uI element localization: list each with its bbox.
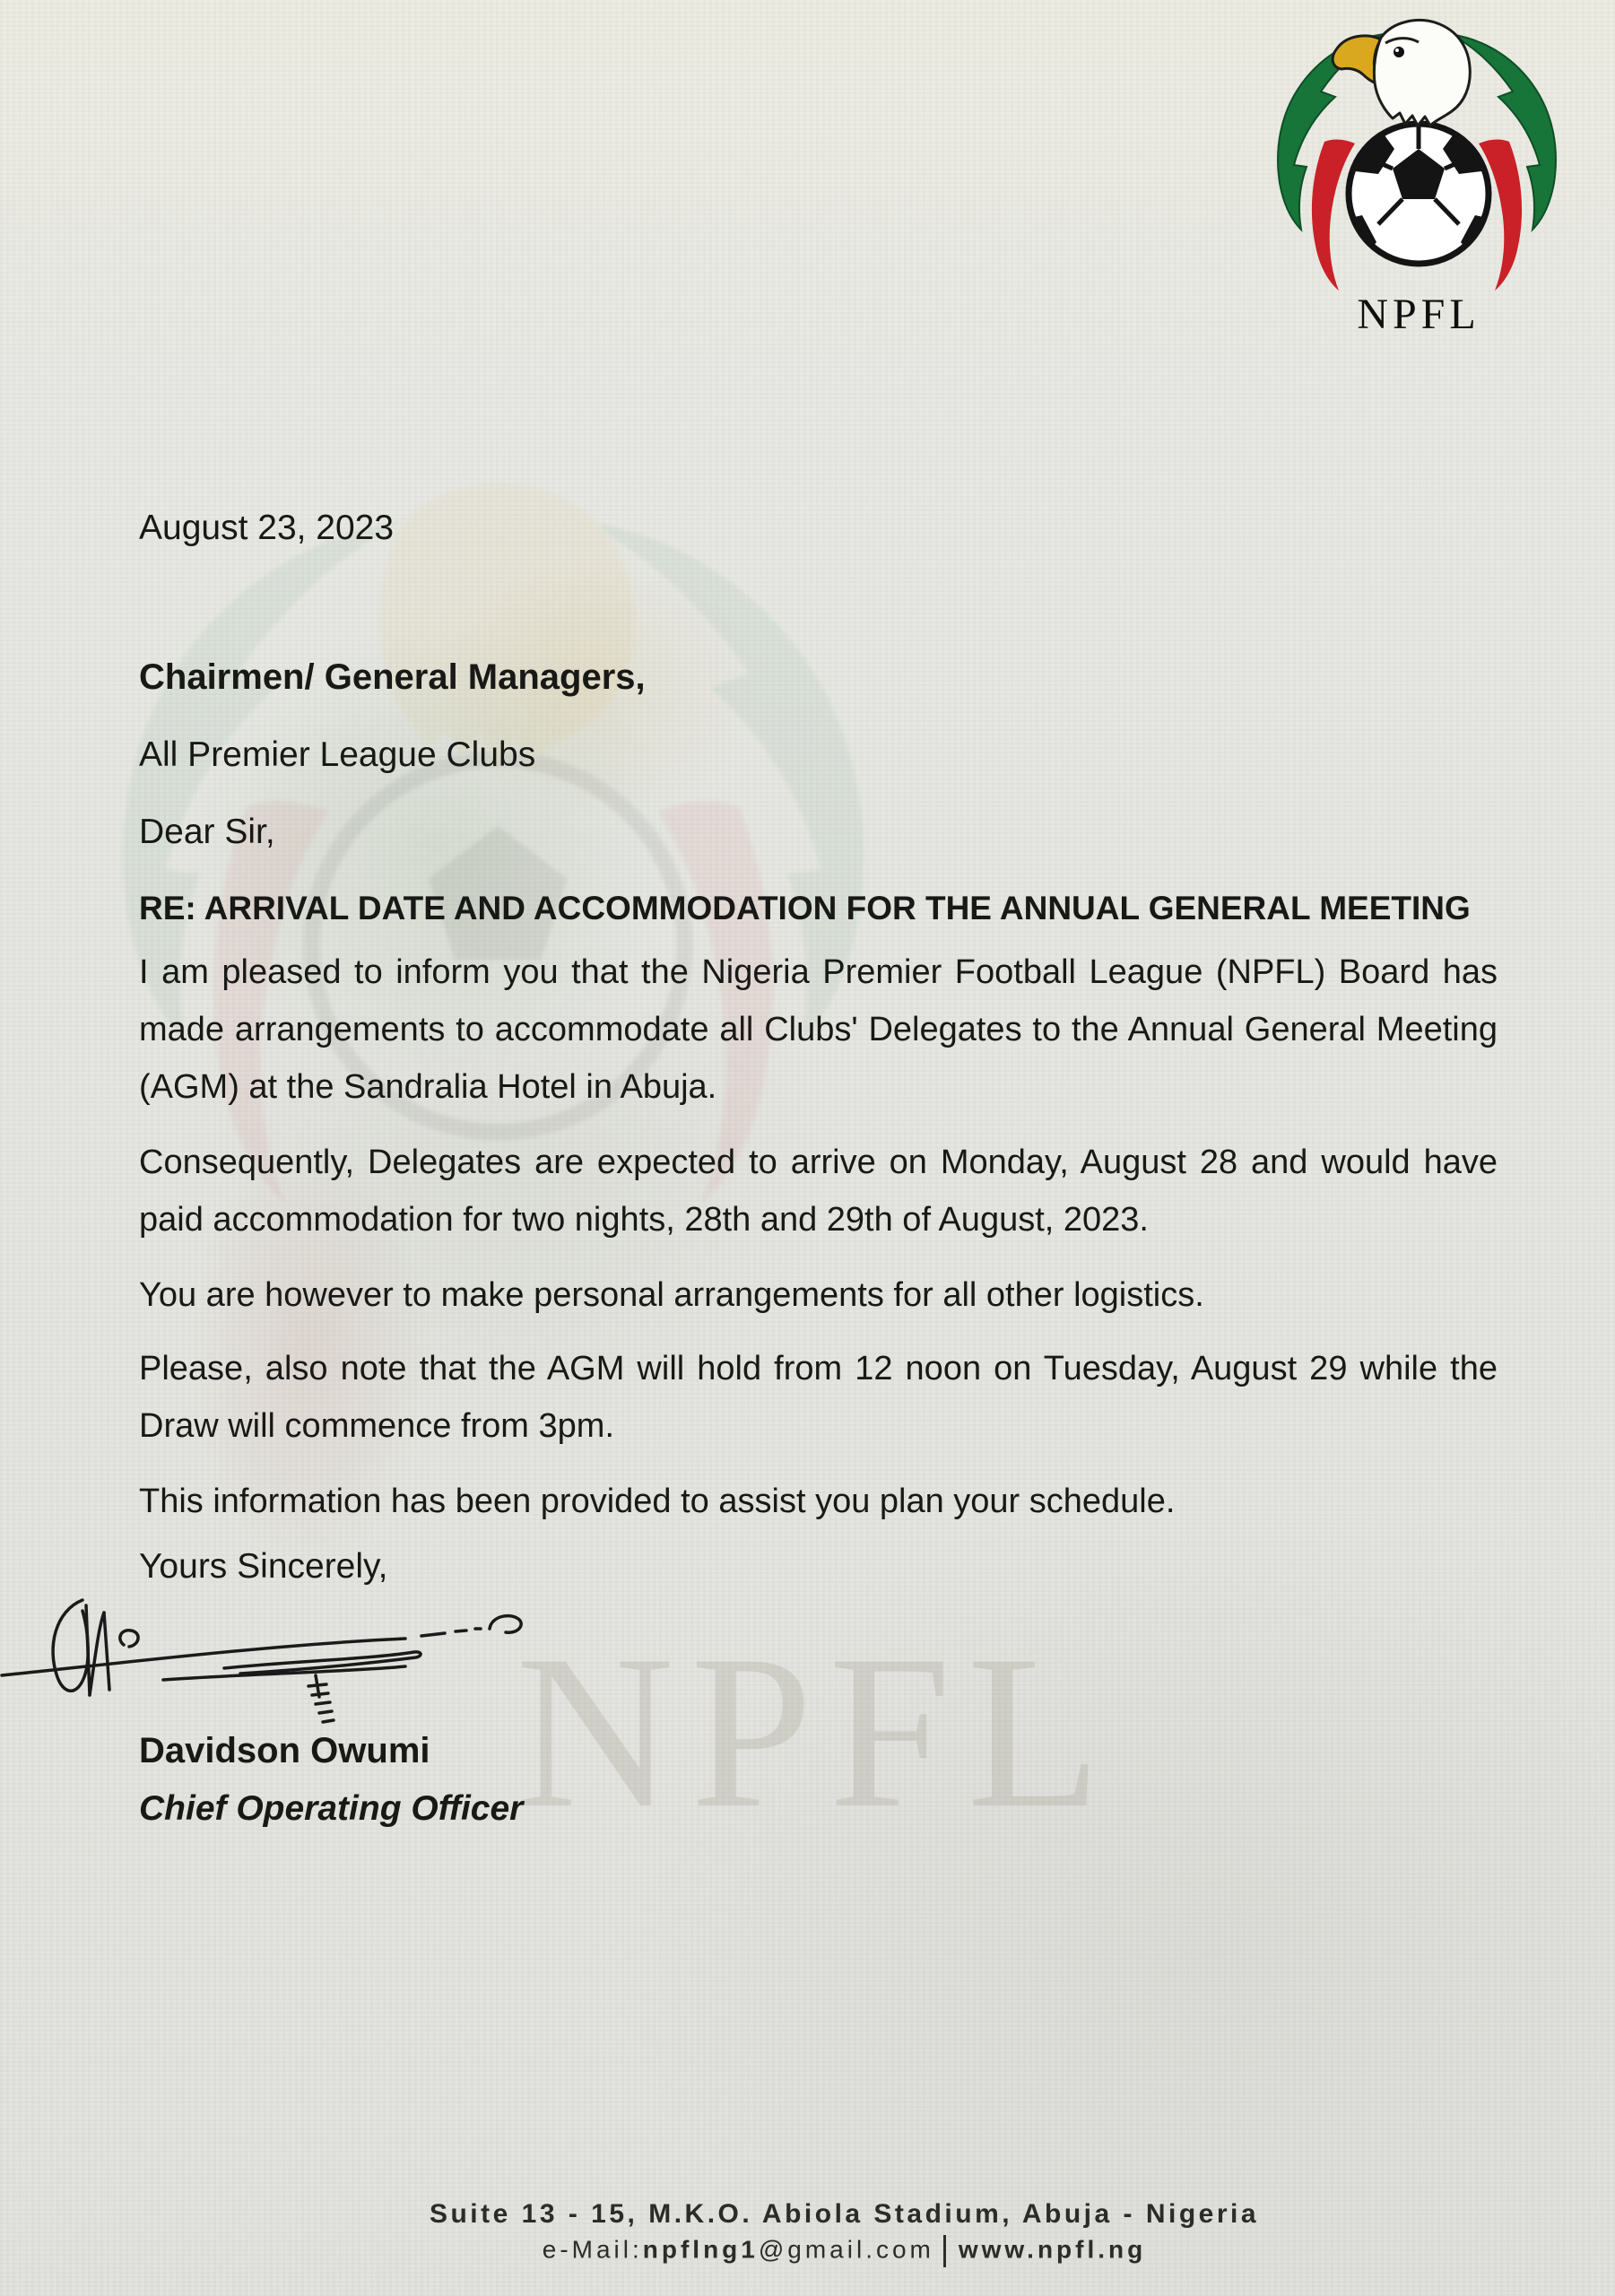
footer-divider bbox=[943, 2235, 946, 2267]
soccer-ball-icon bbox=[1330, 122, 1507, 303]
body-paragraph: Consequently, Delegates are expected to arrive on Monday, August 28 and would have paid accommodation for two nights, 28th and 29th of August, 2023. bbox=[139, 1144, 1498, 1239]
letter-date: August 23, 2023 bbox=[139, 509, 395, 547]
salutation: Dear Sir, bbox=[139, 813, 275, 851]
closing: Yours Sincerely, bbox=[139, 1547, 388, 1586]
recipient-line: Chairmen/ General Managers, bbox=[139, 657, 646, 697]
body-paragraph: Please, also note that the AGM will hold from 12 noon on Tuesday, August 29 while the Draw will commence from 3pm. bbox=[139, 1350, 1498, 1445]
footer-contact bbox=[74, 2235, 1615, 2267]
eagle-head-icon bbox=[1333, 21, 1470, 126]
email-domain: @gmail.com bbox=[758, 2235, 934, 2264]
footer-address: Suite 13 - 15, M.K.O. Abiola Stadium, Abuja - Nigeria bbox=[429, 2199, 1260, 2229]
letterhead-footer bbox=[0, 2199, 1615, 2267]
logo-wordmark: NPFL bbox=[1357, 291, 1480, 338]
body-paragraph: This information has been provided to assist you plan your schedule. bbox=[139, 1483, 1176, 1520]
signatory-title: Chief Operating Officer bbox=[139, 1789, 524, 1828]
red-feather-left-icon bbox=[1312, 140, 1355, 291]
email-label: e-Mail: bbox=[542, 2235, 643, 2264]
email-user: npflng1 bbox=[642, 2235, 759, 2264]
recipient-line: All Premier League Clubs bbox=[139, 735, 536, 774]
body-paragraph: You are however to make personal arrangements for all other logistics. bbox=[139, 1276, 1204, 1314]
signatory-name: Davidson Owumi bbox=[139, 1731, 430, 1770]
signature-image bbox=[0, 1589, 574, 1733]
body-paragraph: I am pleased to inform you that the Nigeria Premier Football League (NPFL) Board has made arrangements to accommodate all Clubs' Delegates to the Annual General Meeting (AGM) at the Sandralia Hotel in Abuja. bbox=[139, 953, 1498, 1106]
npfl-text-watermark: NPFL bbox=[516, 1610, 1118, 1853]
subject-line: RE: ARRIVAL DATE AND ACCOMMODATION FOR THE ANNUAL GENERAL MEETING bbox=[139, 890, 1471, 926]
website-url: www.npfl.ng bbox=[958, 2235, 1147, 2264]
npfl-logo bbox=[1242, 7, 1592, 339]
